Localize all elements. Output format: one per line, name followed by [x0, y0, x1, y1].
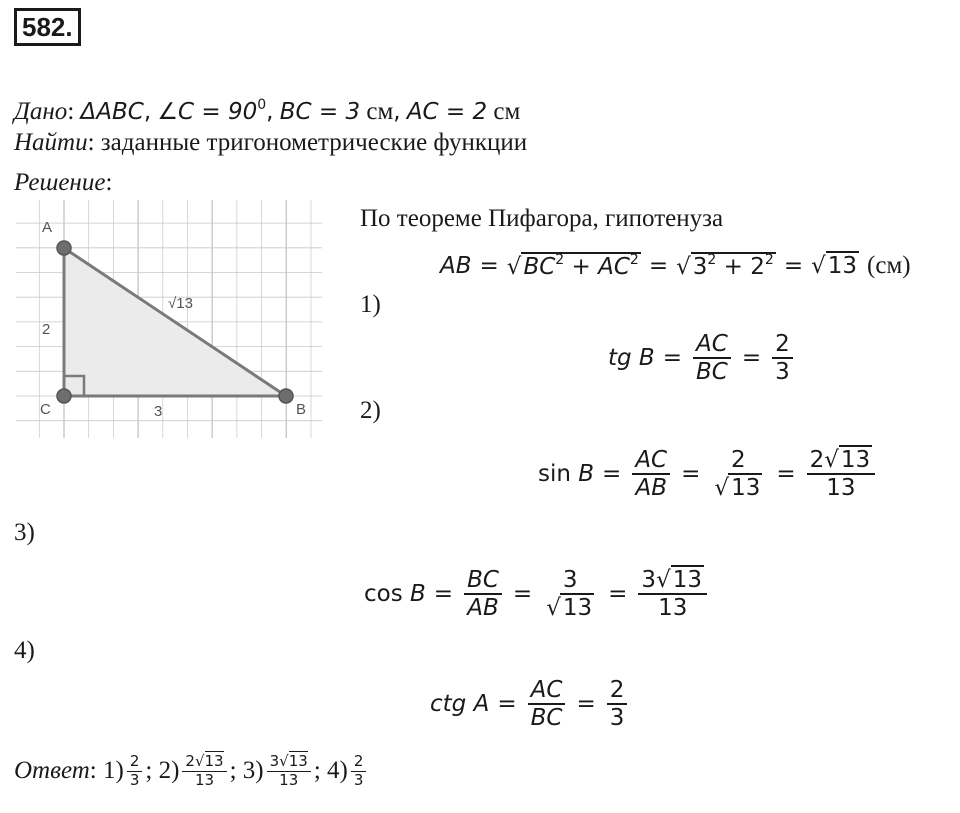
- step-3-number: 3): [14, 519, 35, 546]
- sqrt-numbers: $√3^2 + 2^2$: [676, 252, 774, 280]
- find-line: Найти: заданные тригонометрические функции: [14, 129, 528, 156]
- point-a: [57, 241, 71, 255]
- side-ac-label: 2: [42, 321, 51, 338]
- problem-number: 582.: [14, 8, 81, 46]
- solution-label: Решение:: [14, 169, 113, 196]
- step-3-equation: cos B = $\frac{BC}{AB}$ = $\frac{3}{√13}$ = $\frac{3√13}{13}$: [364, 556, 710, 632]
- given-triangle: ΔABC: [80, 99, 144, 125]
- step-1-equation: tg B = $\frac{AC}{BC}$ = $\frac{2}{3}$: [608, 322, 796, 394]
- point-c: [57, 389, 71, 403]
- find-label: Найти: [14, 129, 88, 156]
- step-2-equation: sin B = $\frac{AC}{AB}$ = $\frac{2}{√13}$ = $\frac{2√13}{13}$: [538, 436, 878, 512]
- given-label: Дано: [14, 98, 68, 125]
- pythagoras-equation: AB = $√BC^2 + AC^2$ = $√3^2 + 2^2$ = √13 (см): [440, 252, 911, 280]
- given-bc: BC = 3: [279, 99, 361, 125]
- step-2-number: 2): [360, 397, 381, 424]
- step-1-number: 1): [360, 291, 381, 318]
- triangle-figure: [16, 200, 322, 438]
- sqrt-13: √13: [811, 253, 858, 279]
- vertex-a-label: A: [42, 219, 53, 236]
- step-4-number: 4): [14, 637, 35, 664]
- pythagoras-text: По теореме Пифагора, гипотенуза: [360, 205, 724, 232]
- step-4-equation: ctg A = $\frac{AC}{BC}$ = $\frac{2}{3}$: [430, 668, 630, 740]
- sqrt-sum: $√BC^2 + AC^2$: [506, 252, 639, 280]
- given-angle: ∠C = $90^0$: [157, 97, 267, 125]
- hypotenuse-label: √13: [168, 295, 193, 312]
- vertex-b-label: B: [296, 401, 307, 418]
- given-line: Дано: ΔABC, ∠C = $90^0$, BC = 3 см, AC = 2 см: [14, 97, 521, 125]
- answer-label: Ответ: [14, 757, 90, 784]
- side-bc-label: 3: [154, 403, 163, 420]
- vertex-c-label: C: [40, 401, 51, 418]
- answer-line: Ответ : 1) $\frac{2}{3}$ ; 2) $\frac{2√13}{13}$ ; 3) $\frac{3√13}{13}$ ; 4) $\frac{2}{3}$: [14, 744, 369, 798]
- given-ac: AC = 2: [406, 99, 488, 125]
- point-b: [279, 389, 293, 403]
